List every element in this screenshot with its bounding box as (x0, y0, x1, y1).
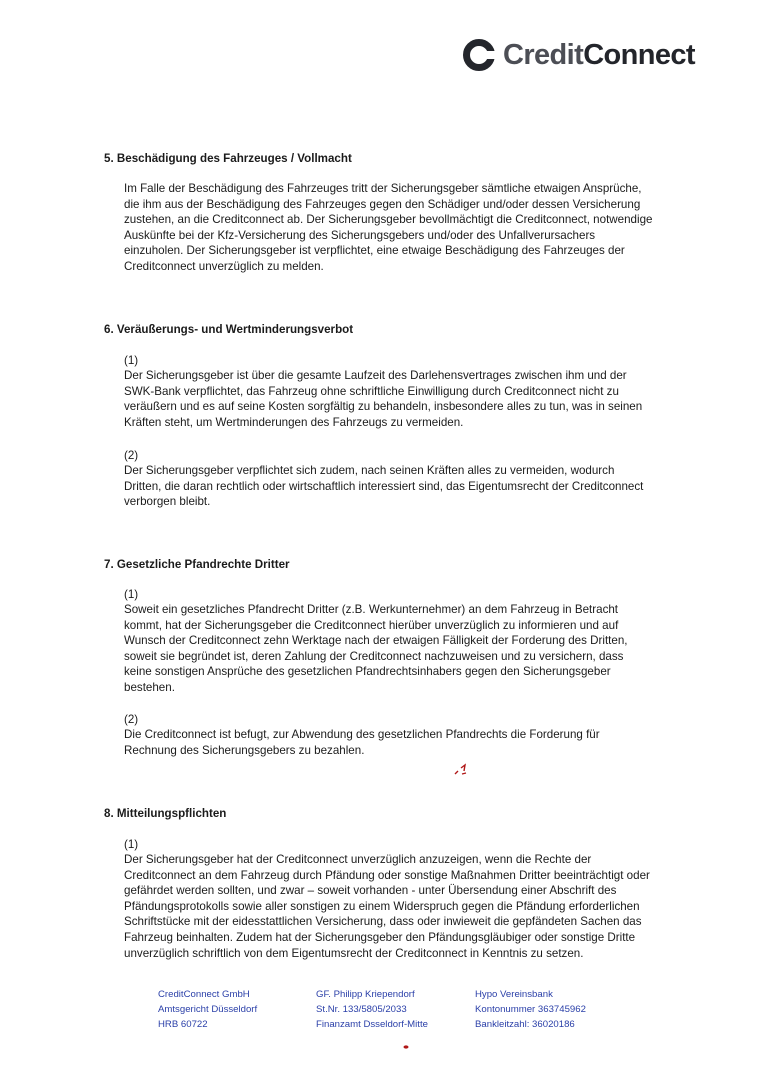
section-7-heading: 7. Gesetzliche Pfandrechte Dritter (104, 558, 290, 571)
logo-word-connect: Connect (583, 38, 695, 71)
text-line: Kräften steht, um Wertminderungen des Fahrzeugs zu vermeiden. (124, 415, 464, 429)
section-6-para-2 (124, 463, 704, 510)
text-line: unverzüglich schriftlich von dem Eigentumsrecht der Creditconnect in Kenntnis zu setzen. (124, 946, 584, 960)
section-8-heading: 8. Mitteilungspflichten (104, 807, 227, 820)
section-6-para-2-number: (2) (124, 449, 139, 462)
text-line: zustehen, an die Creditconnect ab. Der Sicherungsgeber bevollmächtigt die Creditconnect, notwendige (124, 213, 653, 227)
text-line: Creditconnect an dem Fahrzeug durch Pfändung oder sonstige Maßnahmen Dritter beeinträchtigt oder (124, 868, 650, 882)
section-7-para-1-number: (1) (124, 588, 139, 601)
footer-line: Finanzamt Dsseldorf-Mitte (316, 1018, 428, 1030)
section-5-body (124, 181, 704, 275)
section-6-para-1 (124, 368, 704, 430)
text-line: verborgen bleibt. (124, 495, 211, 509)
text-line: Wunsch der Creditconnect zehn Werktage nach der etwaigen Fälligkeit der Forderung des Dritten, (124, 634, 628, 648)
footer-bank-info (475, 988, 586, 1032)
text-line: Soweit ein gesetzliches Pfandrecht Dritter (z.B. Werkunternehmer) an dem Fahrzeug in Betracht (124, 603, 619, 616)
text-line: kommt, hat der Sicherungsgeber die Creditconnect hierüber unverzüglich zu informieren und auf (124, 618, 619, 632)
section-8-para-1 (124, 852, 704, 961)
text-line: die ihm aus der Beschädigung des Fahrzeuges gegen den Schädiger und/oder dessen Versicherung (124, 197, 641, 211)
text-line: Der Sicherungsgeber ist über die gesamte Laufzeit des Darlehensvertrages zwischen ihm und der (124, 369, 627, 382)
footer-line: Amtsgericht Düsseldorf (158, 1003, 258, 1015)
creditconnect-logo-icon (462, 38, 496, 72)
text-line: soweit sie begründet ist, deren Zahlung der Creditconnect nachzuweisen und zu versichern, dass (124, 649, 624, 663)
section-7-para-2-number: (2) (124, 713, 139, 726)
section-8-para-1-number: (1) (124, 838, 139, 851)
logo-wordmark (503, 39, 695, 72)
creditconnect-logo (462, 38, 695, 72)
text-line: Rechnung des Sicherungsgebers zu bezahlen. (124, 743, 365, 757)
text-line: Der Sicherungsgeber verpflichtet sich zudem, nach seinen Kräften alles zu vermeiden, wodurch (124, 464, 615, 477)
text-line: Fahrzeug beinhalten. Zudem hat der Sicherungsgeber den Pfändungsgläubiger oder sonstige Dritte (124, 930, 636, 944)
text-line: gefährdet werden sollten, und zwar – soweit vorhanden - unter Übersendung einer Abschrift des (124, 884, 617, 898)
footer-line: HRB 60722 (158, 1018, 208, 1030)
text-line: Schriftstücke mit der eidesstattlichen Versicherung, dass oder inwieweit die gepfändeten Sachen das (124, 915, 642, 929)
text-line: einzuholen. Der Sicherungsgeber ist verpflichtet, eine etwaige Beschädigung des Fahrzeuges der (124, 244, 625, 258)
text-line: bestehen. (124, 680, 175, 694)
text-line: Auskünfte bei der Kfz-Versicherung des Sicherungsgebers und/oder des Unfallverursachers (124, 228, 596, 242)
text-line: SWK-Bank verpflichtet, das Fahrzeug ohne schriftliche Einwilligung durch Creditconnect nicht zu (124, 384, 619, 398)
text-line: Pfändungsprotokolls sowie aller sonstigen zu einem Widerspruch gegen die Pfändung erforderlichen (124, 899, 640, 913)
section-7-para-2 (124, 727, 704, 758)
scan-speck-mark (452, 762, 470, 778)
footer-line: Kontonummer 363745962 (475, 1003, 586, 1015)
footer-line: CreditConnect GmbH (158, 989, 250, 1000)
logo-word-credit: Credit (503, 38, 584, 71)
footer-line: Hypo Vereinsbank (475, 989, 553, 1000)
text-line: veräußern und es auf seine Kosten sorgfältig zu behandeln, insbesondere alles zu tun, was in seinen (124, 400, 643, 414)
footer-management-tax-info (316, 988, 428, 1032)
section-6-heading: 6. Veräußerungs- und Wertminderungsverbot (104, 323, 354, 336)
footer-line: Bankleitzahl: 36020186 (475, 1018, 575, 1030)
section-6-para-1-number: (1) (124, 354, 139, 367)
scan-speck-dot (402, 1044, 410, 1050)
footer-line: GF. Philipp Kriependorf (316, 989, 415, 1000)
text-line: Im Falle der Beschädigung des Fahrzeuges tritt der Sicherungsgeber sämtliche etwaigen Ansprüche, (124, 182, 642, 195)
text-line: Der Sicherungsgeber hat der Creditconnect unverzüglich anzuzeigen, wenn die Rechte der (124, 853, 592, 866)
text-line: Creditconnect unverzüglich zu melden. (124, 259, 324, 273)
section-7-para-1 (124, 602, 704, 696)
text-line: Dritten, die daran rechtlich oder wirtschaftlich interessiert sind, das Eigentumsrecht der Creditconnect (124, 479, 644, 493)
footer-line: St.Nr. 133/5805/2033 (316, 1003, 407, 1015)
section-5-heading: 5. Beschädigung des Fahrzeuges / Vollmacht (104, 152, 352, 165)
text-line: Die Creditconnect ist befugt, zur Abwendung des gesetzlichen Pfandrechts die Forderung für (124, 728, 600, 741)
footer-company-info (158, 988, 257, 1032)
text-line: keine sonstigen Ansprüche des gesetzlichen Pfandrechtsinhabers gegen den Sicherungsgeber (124, 665, 611, 679)
